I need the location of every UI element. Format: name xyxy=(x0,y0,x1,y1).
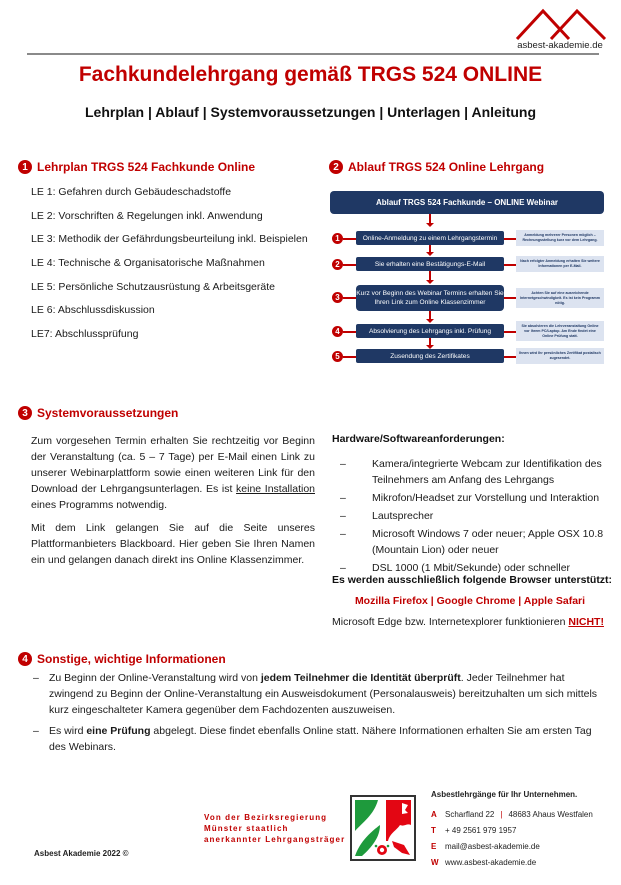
website-link[interactable]: www.asbest-akademie.de xyxy=(445,858,537,867)
connector-line xyxy=(343,238,356,240)
unsupported-browser-note: Microsoft Edge bzw. Internetexplorer funktionieren NICHT! xyxy=(332,616,604,628)
email-key: E xyxy=(431,842,437,851)
not-warning: NICHT! xyxy=(568,616,604,628)
flow-note-3: Achten Sie auf eine ausreichende Internetgeschwindigkeit. Es ist kein Programm nötig. xyxy=(516,288,604,308)
curriculum-item: LE7: Abschlussprüfung xyxy=(31,328,139,341)
hardware-list xyxy=(340,456,610,578)
process-flowchart xyxy=(330,191,610,366)
number-3-icon: 3 xyxy=(18,406,32,420)
connector-line xyxy=(504,331,516,333)
arrow-down-icon xyxy=(429,214,431,224)
copyright: Asbest Akademie 2022 © xyxy=(34,849,129,858)
tagline: Asbestlehrgänge für Ihr Unternehmen. xyxy=(431,790,578,799)
arrow-down-icon xyxy=(429,245,431,253)
street: Scharfland 22 xyxy=(445,810,495,819)
phone-number: + 49 2561 979 1957 xyxy=(445,826,517,835)
system-requirements-text xyxy=(31,433,315,575)
flow-step-2: Sie erhalten eine Bestätigungs-E-Mail xyxy=(356,257,504,271)
section-2-heading xyxy=(329,160,544,174)
section-1-title: Lehrplan TRGS 524 Fachkunde Online xyxy=(37,160,256,174)
connector-line xyxy=(343,356,356,358)
roof-logo-icon xyxy=(513,6,607,40)
separator: | xyxy=(500,810,503,819)
section-4-title: Sonstige, wichtige Informationen xyxy=(37,652,226,666)
section-3-heading xyxy=(18,406,178,420)
number-2-icon: 2 xyxy=(329,160,343,174)
nrw-coat-of-arms-icon xyxy=(350,795,416,861)
flowchart-title: Ablauf TRGS 524 Fachkunde – ONLINE Webinar xyxy=(330,191,604,214)
curriculum-item: LE 2: Vorschriften & Regelungen inkl. Anwendung xyxy=(31,209,263,222)
curriculum-item: LE 3: Methodik der Gefährdungsbeurteilung inkl. Beispielen xyxy=(31,233,308,246)
connector-line xyxy=(504,238,516,240)
connector-line xyxy=(504,264,516,266)
flow-step-3: Kurz vor Beginn des Webinar Termins erhalten Sie Ihren Link zum Online Klassenzimmer xyxy=(356,285,504,311)
asbest-akademie-logo xyxy=(505,6,615,50)
curriculum-item: LE 5: Persönliche Schutzausrüstung & Arbeitsgeräte xyxy=(31,280,275,293)
address-key: A xyxy=(431,810,437,819)
flow-step-1: Online-Anmeldung zu einem Lehrgangstermin xyxy=(356,231,504,245)
arrow-down-icon xyxy=(429,338,431,346)
flow-step-4: Absolvierung des Lehrgangs inkl. Prüfung xyxy=(356,324,504,338)
curriculum-list xyxy=(31,185,308,351)
phone-row xyxy=(431,826,593,842)
no-installation-emphasis: keine Installation xyxy=(236,483,315,495)
header-divider xyxy=(27,53,599,55)
connector-line xyxy=(343,264,356,266)
step-2-number-icon: 2 xyxy=(332,259,343,270)
web-row xyxy=(431,858,593,874)
logo-text: asbest-akademie.de xyxy=(517,40,603,51)
number-4-icon: 4 xyxy=(18,652,32,666)
connector-line xyxy=(343,331,356,333)
topic-nav: Lehrplan | Ablauf | Systemvoraussetzungen | Unterlagen | Anleitung xyxy=(84,104,537,120)
section-2-title: Ablauf TRGS 524 Online Lehrgang xyxy=(348,160,545,174)
hardware-item: – Mikrofon/Headset zur Vorstellung und Interaktion xyxy=(340,490,610,506)
step-4-number-icon: 4 xyxy=(332,326,343,337)
curriculum-item: LE 1: Gefahren durch Gebäudeschadstoffe xyxy=(31,186,232,198)
info-item-identity: – Zu Beginn der Online-Veranstaltung wird von jedem Teilnehmer die Identität überprüft. Jeder Teilnehmer hat zwingend zu Beginn der Online-Veranstaltung ein Ausweisdokument (Personalausweis) bereitzuhalten um sich mittels kurz eingeschalteter Kamera gegenüber dem Fachdozenten auszuweisen. xyxy=(33,670,603,718)
important-info-list xyxy=(33,670,603,760)
blackboard-paragraph: Mit dem Link gelangen Sie auf die Seite unseres Plattformanbieters Blackboard. Hier geben Sie Ihren Namen ein und gelangen danach direkt ins Online Klassenzimmer. xyxy=(31,522,315,566)
browser-heading: Es werden ausschließlich folgende Browser unterstützt: xyxy=(332,574,613,586)
city: 48683 Ahaus Westfalen xyxy=(508,810,593,819)
section-3-title: Systemvoraussetzungen xyxy=(37,406,179,420)
email-row xyxy=(431,842,593,858)
hardware-item: – Lautsprecher xyxy=(340,508,610,524)
accreditation-text: Von der Bezirksregierung Münster staatlich anerkannter Lehrgangsträger xyxy=(204,813,346,844)
contact-block xyxy=(431,790,593,874)
flow-note-4: Sie absolvieren die Lehrveranstaltung Online vor Ihrem PC/Laptop. Am Ende findet eine Online Prüfung statt. xyxy=(516,321,604,341)
section-4-heading xyxy=(18,652,226,666)
curriculum-item: LE 4: Technische & Organisatorische Maßnahmen xyxy=(31,257,265,270)
flow-note-5: Ihnen wird Ihr persönliches Zertifikat postalisch zugesendet. xyxy=(516,348,604,364)
step-3-number-icon: 3 xyxy=(332,292,343,303)
arrow-down-icon xyxy=(429,271,431,281)
step-5-number-icon: 5 xyxy=(332,351,343,362)
flow-note-2: Nach erfolgter Anmeldung erhalten Sie weitere Informationen per E-Mail. xyxy=(516,256,604,272)
hardware-item: – DSL 1000 (1 Mbit/Sekunde) oder schneller xyxy=(340,560,610,576)
flow-note-1: Anmeldung mehrerer Personen möglich – Rechnungsstellung kurz vor dem Lehrgang. xyxy=(516,230,604,246)
intro-paragraph: Zum vorgesehen Termin erhalten Sie rechtzeitig vor Beginn der Veranstaltung (ca. 5 – 7 Tage) per E-Mail einen Link zu unserer Webinarplattform sowie einen weiteren Link für den Download der Lehrgangsunterlagen. Es ist keine Installation eines Programms notwendig. xyxy=(31,435,315,511)
hardware-heading: Hardware/Softwareanforderungen: xyxy=(332,433,505,445)
number-1-icon: 1 xyxy=(18,160,32,174)
hardware-item: – Microsoft Windows 7 oder neuer; Apple OSX 10.8 (Mountain Lion) oder neuer xyxy=(340,526,610,558)
flow-step-5: Zusendung des Zertifikates xyxy=(356,349,504,363)
connector-line xyxy=(343,297,356,299)
supported-browsers: Mozilla Firefox | Google Chrome | Apple Safari xyxy=(354,595,586,607)
connector-line xyxy=(504,356,516,358)
connector-line xyxy=(504,297,516,299)
section-1-heading xyxy=(18,160,255,174)
phone-key: T xyxy=(431,826,436,835)
address-row xyxy=(431,810,593,826)
arrow-down-icon xyxy=(429,311,431,320)
curriculum-item: LE 6: Abschlussdiskussion xyxy=(31,304,155,317)
step-1-number-icon: 1 xyxy=(332,233,343,244)
hardware-item: – Kamera/integrierte Webcam zur Identifikation des Teilnehmers am Anfang des Lehrgangs xyxy=(340,456,610,488)
page-title: Fachkundelehrgang gemäß TRGS 524 ONLINE xyxy=(78,63,543,86)
email-link[interactable]: mail@asbest-akademie.de xyxy=(445,842,540,851)
web-key: W xyxy=(431,858,439,867)
info-item-exam: – Es wird eine Prüfung abgelegt. Diese findet ebenfalls Online statt. Nähere Informationen erhalten Sie am ersten Tag des Webinars. xyxy=(33,723,603,755)
